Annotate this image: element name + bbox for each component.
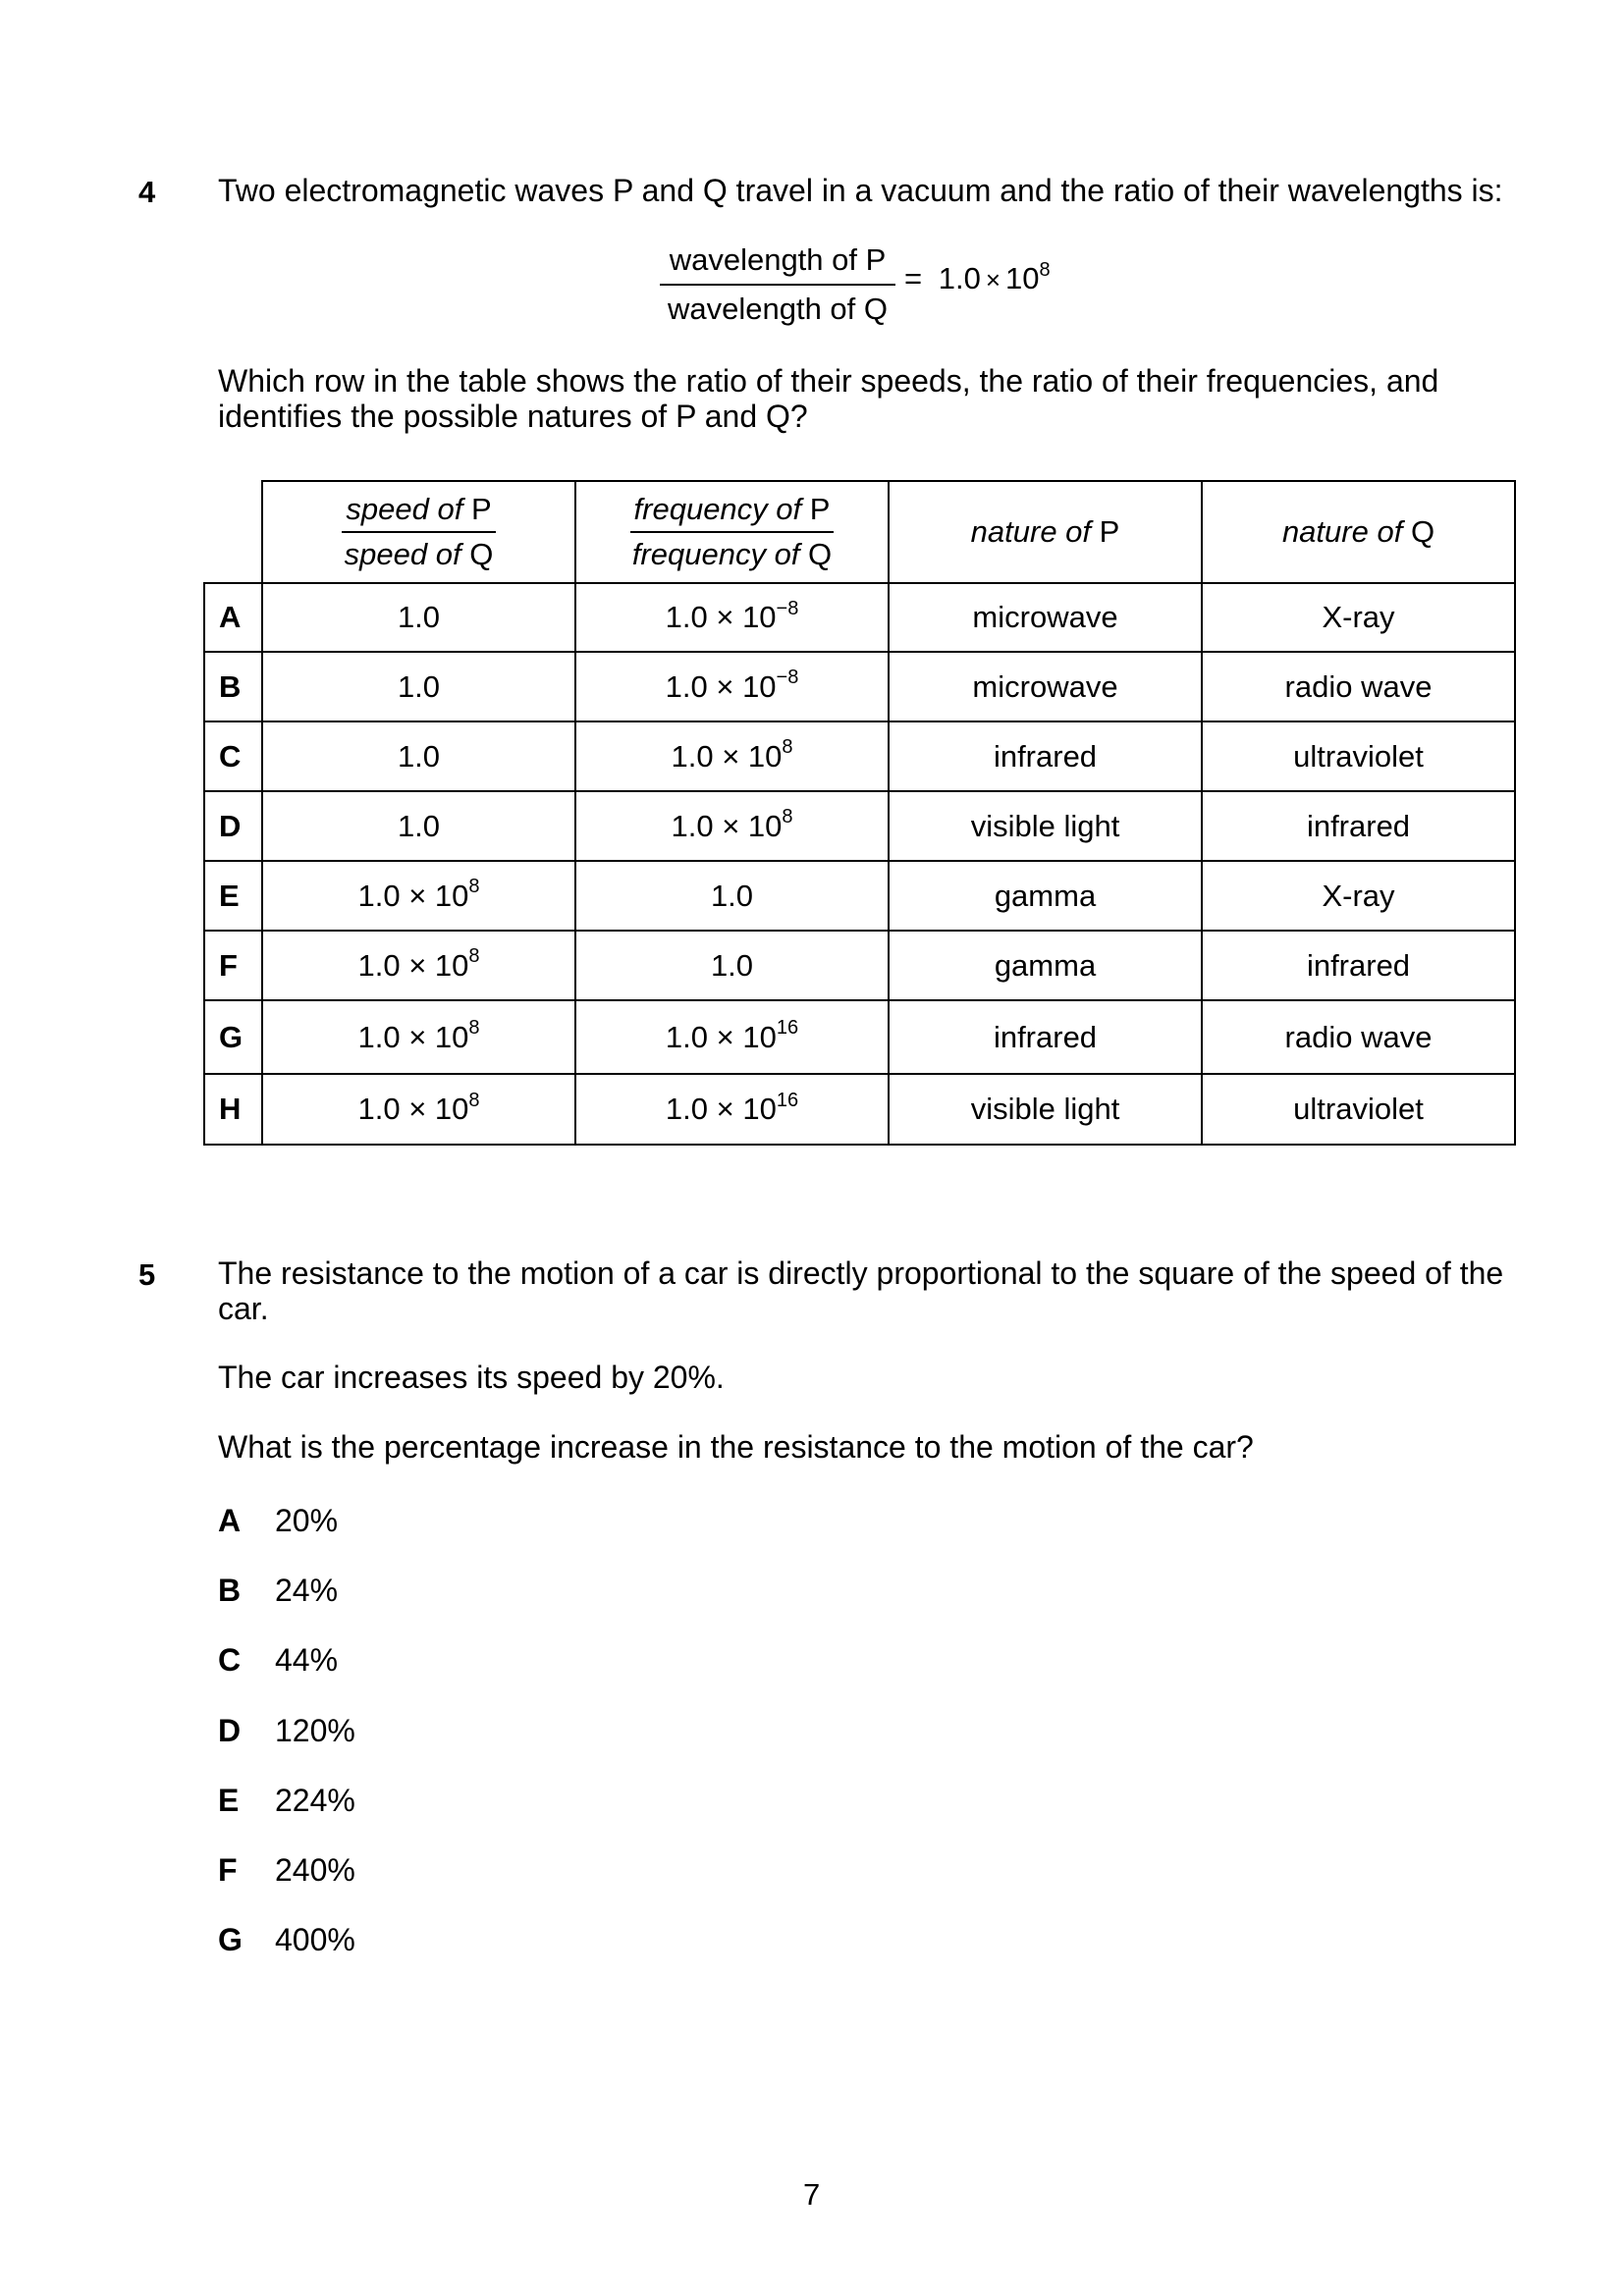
- question-5-number: 5: [138, 1257, 156, 1292]
- answer-option: G 400%: [218, 1922, 355, 1957]
- question-5-line2: The car increases its speed by 20%.: [218, 1360, 725, 1395]
- table-row: [204, 652, 1515, 721]
- row-letter: H: [204, 1074, 262, 1145]
- speed-ratio-cell: $1.0 \times 10^8$: [262, 1000, 575, 1074]
- frequency-ratio-cell: $1.0 \times 10^{16}$: [575, 1000, 889, 1074]
- wavelength-denominator: wavelength of Q: [667, 292, 889, 326]
- row-letter: G: [204, 1000, 262, 1074]
- nature-p-cell: microwave: [889, 583, 1202, 652]
- question-4-prompt: Which row in the table shows the ratio of their speeds, the ratio of their frequencies, and identifies the possible natures of P and Q?: [218, 363, 1439, 434]
- question-5-intro: The resistance to the motion of a car is directly proportional to the square of the speed of the car.: [218, 1255, 1504, 1326]
- frequency-ratio-cell: $1.0 \times 10^{-8}$: [575, 652, 889, 721]
- speed-ratio-cell: 1.0: [262, 721, 575, 791]
- header-nature-p: nature of P: [889, 481, 1202, 583]
- row-letter: C: [204, 721, 262, 791]
- header-nature-q: nature of Q: [1202, 481, 1515, 583]
- speed-ratio-cell: 1.0: [262, 652, 575, 721]
- speed-ratio-cell: $1.0 \times 10^8$: [262, 861, 575, 931]
- table-row: [204, 861, 1515, 931]
- table-row: [204, 721, 1515, 791]
- page-number: 7: [803, 2177, 821, 2212]
- row-letter: D: [204, 791, 262, 861]
- row-letter: B: [204, 652, 262, 721]
- nature-q-cell: radio wave: [1202, 652, 1515, 721]
- wavelength-ratio-value: = $1.0 \times 10^8$: [904, 258, 1051, 295]
- row-letter: A: [204, 583, 262, 652]
- nature-q-cell: infrared: [1202, 931, 1515, 1000]
- question-5-prompt: What is the percentage increase in the resistance to the motion of the car?: [218, 1429, 1254, 1465]
- wavelength-numerator: wavelength of P: [660, 242, 895, 286]
- table-row: [204, 791, 1515, 861]
- nature-q-cell: infrared: [1202, 791, 1515, 861]
- answer-option: A 20%: [218, 1503, 339, 1538]
- nature-q-cell: radio wave: [1202, 1000, 1515, 1074]
- table-row: [204, 1000, 1515, 1074]
- speed-ratio-cell: 1.0: [262, 583, 575, 652]
- header-speed-ratio: speed of P speed of Q: [262, 481, 575, 583]
- nature-p-cell: visible light: [889, 1074, 1202, 1145]
- nature-p-cell: visible light: [889, 791, 1202, 861]
- table-header-row: [204, 481, 1515, 583]
- row-letter: F: [204, 931, 262, 1000]
- nature-p-cell: microwave: [889, 652, 1202, 721]
- answer-option: F 240%: [218, 1852, 355, 1888]
- nature-q-cell: X-ray: [1202, 583, 1515, 652]
- wavelength-ratio-fraction: [660, 242, 895, 327]
- speed-ratio-cell: $1.0 \times 10^8$: [262, 1074, 575, 1145]
- frequency-ratio-cell: 1.0: [575, 931, 889, 1000]
- frequency-ratio-cell: $1.0 \times 10^8$: [575, 791, 889, 861]
- frequency-ratio-cell: $1.0 \times 10^{16}$: [575, 1074, 889, 1145]
- table-row: [204, 583, 1515, 652]
- nature-q-cell: ultraviolet: [1202, 721, 1515, 791]
- row-letter: E: [204, 861, 262, 931]
- frequency-ratio-cell: $1.0 \times 10^8$: [575, 721, 889, 791]
- answer-option: E 224%: [218, 1783, 355, 1818]
- nature-p-cell: infrared: [889, 1000, 1202, 1074]
- frequency-ratio-cell: $1.0 \times 10^{-8}$: [575, 583, 889, 652]
- speed-ratio-cell: $1.0 \times 10^8$: [262, 931, 575, 1000]
- question-4-intro: Two electromagnetic waves P and Q travel in a vacuum and the ratio of their wavelengths is:: [218, 173, 1503, 208]
- answer-option: C 44%: [218, 1642, 339, 1678]
- frequency-ratio-cell: 1.0: [575, 861, 889, 931]
- nature-q-cell: X-ray: [1202, 861, 1515, 931]
- question-4-number: 4: [138, 175, 156, 209]
- answer-option: B 24%: [218, 1573, 339, 1608]
- table-row: [204, 931, 1515, 1000]
- answer-table: [203, 480, 1516, 1146]
- answer-option: D 120%: [218, 1713, 355, 1748]
- table-row: [204, 1074, 1515, 1145]
- speed-ratio-cell: 1.0: [262, 791, 575, 861]
- header-frequency-ratio: frequency of P frequency of Q: [575, 481, 889, 583]
- nature-q-cell: ultraviolet: [1202, 1074, 1515, 1145]
- nature-p-cell: infrared: [889, 721, 1202, 791]
- nature-p-cell: gamma: [889, 931, 1202, 1000]
- nature-p-cell: gamma: [889, 861, 1202, 931]
